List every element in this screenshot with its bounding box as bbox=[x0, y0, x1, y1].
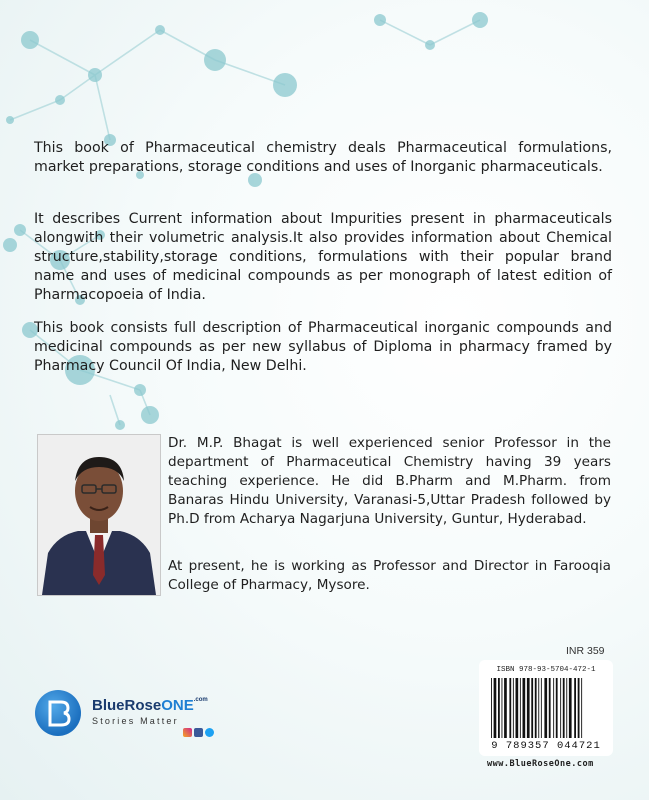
bluerose-logo-icon bbox=[35, 690, 81, 736]
instagram-icon bbox=[183, 728, 192, 737]
twitter-icon bbox=[205, 728, 214, 737]
barcode-bar bbox=[553, 678, 554, 738]
author-photo bbox=[37, 434, 161, 596]
author-bio-paragraph-2: At present, he is working as Professor and Director in Farooqia College of Pharmacy, Mysore. bbox=[168, 558, 611, 593]
barcode-bar bbox=[566, 678, 567, 738]
description-paragraph-1: This book of Pharmaceutical chemistry deals Pharmaceutical formulations, market preparations, storage conditions and uses of Inorganic pharmaceuticals. bbox=[34, 140, 612, 175]
barcode-bar bbox=[560, 678, 561, 738]
barcode-bar bbox=[544, 678, 547, 738]
barcode-bar bbox=[516, 678, 519, 738]
barcode-bar bbox=[498, 678, 500, 738]
barcode-bar bbox=[523, 678, 526, 738]
barcode-bar bbox=[563, 678, 565, 738]
barcode-bar bbox=[509, 678, 511, 738]
barcode-bar bbox=[535, 678, 537, 738]
publisher-name: BlueRoseONE$^{.com}$ bbox=[92, 697, 208, 714]
price-label: INR 359 bbox=[566, 645, 605, 657]
publisher-website: www.BlueRoseOne.com bbox=[487, 759, 594, 769]
description-paragraph-2: It describes Current information about Impurities present in pharmaceuticals alongwith their volumetric analysis.It also provides information about Chemical structure,stability,storage conditions, formulations with their popular brand name and uses of medicinal compounds as per monograph of latest edition of Pharmacopoeia of India. bbox=[34, 211, 612, 303]
social-icons bbox=[183, 728, 214, 737]
facebook-icon bbox=[194, 728, 203, 737]
barcode-bar bbox=[527, 678, 530, 738]
isbn-text: ISBN 978-93-5704-472-1 bbox=[496, 666, 596, 674]
barcode-bar bbox=[578, 678, 580, 738]
barcode-bar bbox=[502, 678, 503, 738]
barcode-bar bbox=[491, 678, 492, 738]
barcode-digits: 9 789357 044721 bbox=[491, 740, 601, 752]
barcode-bar bbox=[569, 678, 572, 738]
isbn-barcode bbox=[479, 660, 613, 756]
description-paragraph-3: This book consists full description of Pharmaceutical inorganic compounds and medicinal compounds as per new syllabus of Diploma in pharmacy framed by Pharmacy Council Of India, New Delhi. bbox=[34, 320, 612, 374]
barcode-bar bbox=[531, 678, 533, 738]
barcode-bar bbox=[513, 678, 514, 738]
publisher-tagline: Stories Matter bbox=[92, 716, 179, 726]
barcode-bar bbox=[549, 678, 551, 738]
barcode-bar bbox=[574, 678, 576, 738]
barcode-bar bbox=[581, 678, 582, 738]
barcode-bar bbox=[541, 678, 542, 738]
barcode-bar bbox=[520, 678, 521, 738]
barcode-bar bbox=[494, 678, 497, 738]
barcode-bar bbox=[538, 678, 539, 738]
barcode-bar bbox=[556, 678, 558, 738]
barcode-bar bbox=[504, 678, 507, 738]
author-bio-paragraph-1: Dr. M.P. Bhagat is well experienced senior Professor in the department of Pharmaceutical Chemistry having 39 years teaching experience. He did B.Pharm and M.Pharm. from Banaras Hindu University, Varanasi-5,Uttar Pradesh followed by Ph.D from Acharya Nagarjuna University, Guntur, Hyderabad. bbox=[168, 435, 611, 527]
